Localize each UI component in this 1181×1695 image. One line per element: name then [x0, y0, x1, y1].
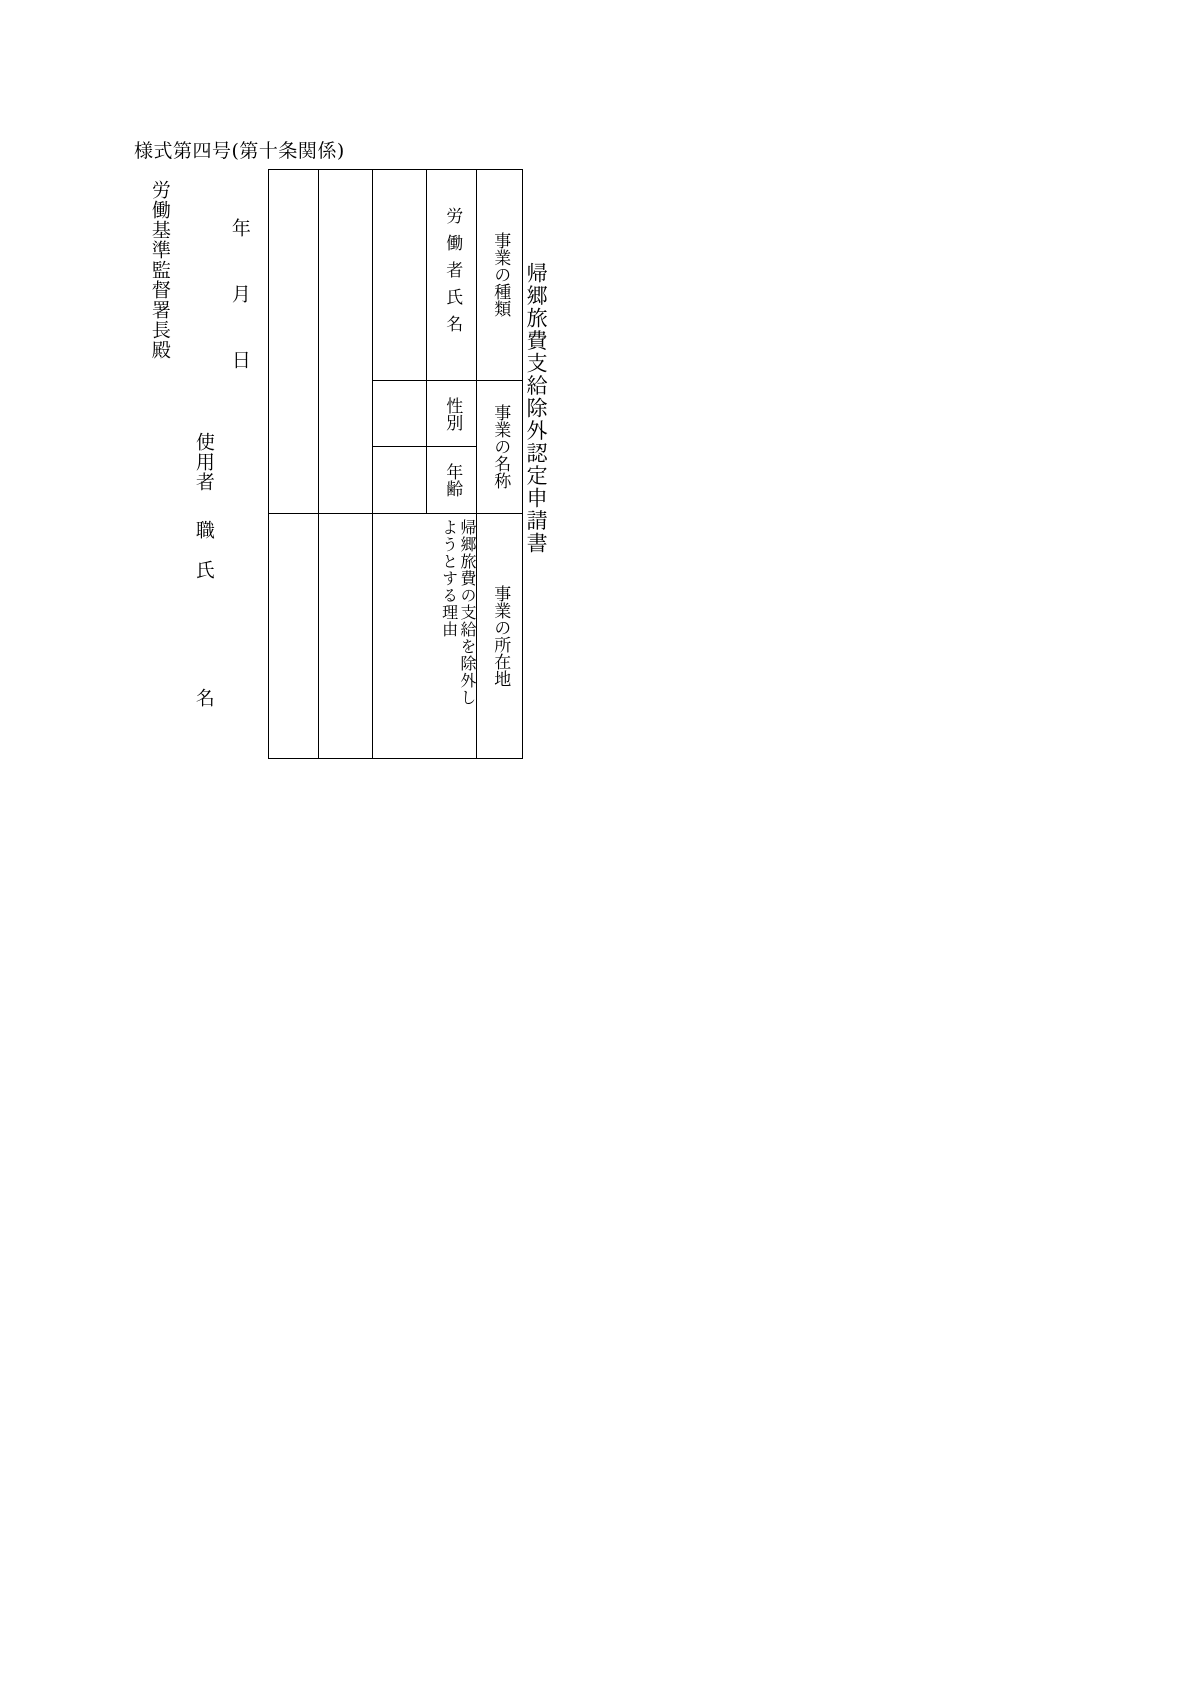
- label-cell-business-type: [477, 170, 523, 381]
- page-title: [524, 262, 548, 560]
- employer-name-label-2: 名: [192, 688, 215, 707]
- label-cell-gender: [427, 380, 477, 447]
- employer-position-label: 職: [192, 520, 215, 539]
- employer-name-field-2[interactable]: [192, 688, 214, 711]
- reason-label-line2: ようとする理由: [439, 519, 459, 638]
- employer-label-text: 使用者: [192, 432, 215, 492]
- reason-label-line1: 帰郷旅費の支給を除外し: [458, 519, 477, 706]
- label-cell-reason: [373, 514, 477, 759]
- addressee-block: [148, 180, 170, 364]
- entry-cell-age[interactable]: [373, 447, 427, 514]
- form-table: [268, 169, 523, 759]
- form-number: 様式第四号(第十条関係): [134, 140, 345, 162]
- table-row: [269, 170, 523, 381]
- employer-name-label: 氏: [192, 560, 215, 579]
- gender-label: 性別: [442, 396, 463, 431]
- entry-cell-worker-name[interactable]: [373, 170, 427, 381]
- entry-cell-gender[interactable]: [373, 380, 427, 447]
- label-cell-age: [427, 447, 477, 514]
- label-cell-business-location: [477, 514, 523, 759]
- table-row: [269, 514, 523, 759]
- business-name-label: 事業の名称: [490, 404, 511, 490]
- entry-cell-left-b[interactable]: [269, 514, 319, 759]
- worker-name-label: 労働者氏名: [442, 207, 463, 343]
- business-type-label: 事業の種類: [490, 232, 511, 318]
- entry-cell-left-a[interactable]: [269, 170, 319, 514]
- date-field[interactable]: [228, 218, 250, 387]
- label-cell-worker-name: [427, 170, 477, 381]
- employer-position-field[interactable]: [192, 520, 214, 543]
- entry-cell-mid-a[interactable]: [319, 170, 373, 514]
- employer-label: [192, 432, 214, 496]
- business-location-label: 事業の所在地: [490, 585, 511, 687]
- entry-cell-mid-b[interactable]: [319, 514, 373, 759]
- age-label: 年齢: [442, 463, 463, 498]
- employer-name-field[interactable]: [192, 560, 214, 583]
- date-text: 年 月 日: [228, 218, 251, 383]
- label-cell-business-name: [477, 380, 523, 513]
- page-title-text: 帰郷旅費支給除外認定申請書: [524, 262, 549, 555]
- addressee-text: 労働基準監督署長殿: [148, 180, 171, 360]
- application-table: [268, 169, 522, 759]
